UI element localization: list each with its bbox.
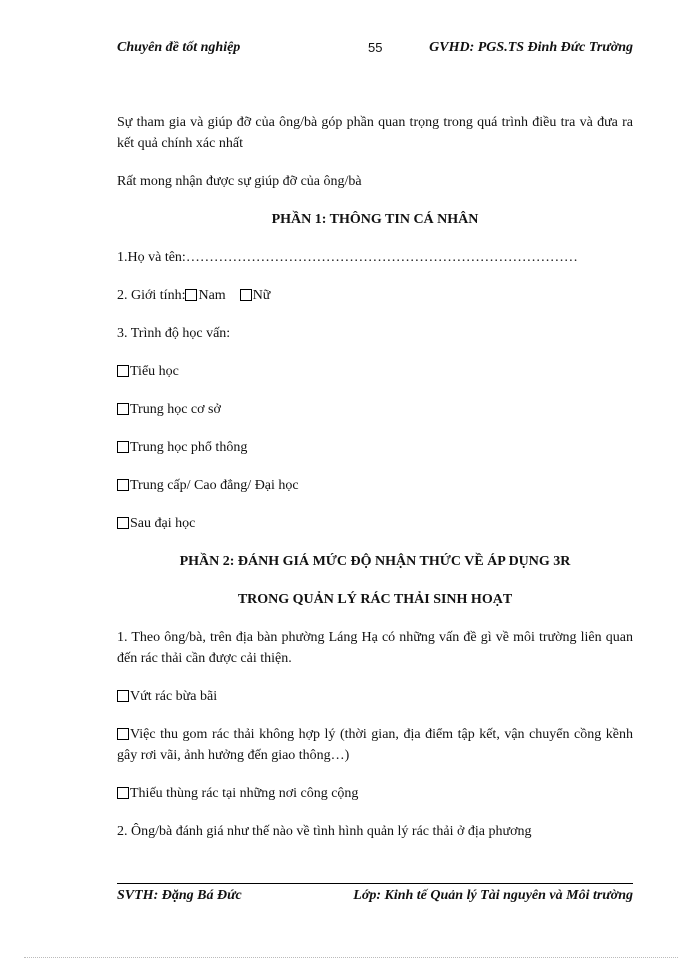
footer-student: SVTH: Đặng Bá Đức <box>117 888 242 903</box>
q1-option <box>117 686 633 707</box>
education-option-label: Trung học cơ sở <box>130 402 221 417</box>
education-option <box>117 437 633 458</box>
request-line: Rất mong nhận được sự giúp đỡ của ông/bà <box>117 174 362 189</box>
education-option-checkbox[interactable] <box>117 365 129 377</box>
header-thesis-title: Chuyên đề tốt nghiệp <box>117 40 241 55</box>
intro-paragraph: Sự tham gia và giúp đỡ của ông/bà góp phần quan trọng trong quá trình điều tra và đưa ra kết quả chính xác nhất <box>117 115 633 151</box>
gender-female-checkbox[interactable] <box>240 289 252 301</box>
part2-title-line1: PHẦN 2: ĐÁNH GIÁ MỨC ĐỘ NHẬN THỨC VỀ ÁP DỤNG 3R <box>179 554 571 569</box>
education-option-checkbox[interactable] <box>117 441 129 453</box>
education-option-label: Tiểu học <box>130 364 179 379</box>
question-education: 3. Trình độ học vấn: <box>117 326 231 341</box>
q1-option-label: Thiếu thùng rác tại những nơi công cộng <box>130 786 359 801</box>
education-option <box>117 361 633 382</box>
page-header <box>117 40 633 62</box>
q1-option-checkbox[interactable] <box>117 728 129 740</box>
question-gender <box>117 285 633 306</box>
q1-option-label: Vứt rác bừa bãi <box>130 689 218 704</box>
education-option-checkbox[interactable] <box>117 403 129 415</box>
header-advisor: GVHD: PGS.TS Đinh Đức Trường <box>429 40 633 55</box>
page-number: 55 <box>368 40 383 55</box>
q1-option <box>117 783 633 804</box>
q1-option <box>117 724 633 766</box>
page-bottom-border <box>24 957 678 958</box>
gender-female-label: Nữ <box>252 288 271 303</box>
question-2: 2. Ông/bà đánh giá như thế nào về tình hình quản lý rác thải ở địa phương <box>117 824 532 839</box>
page-footer <box>117 883 633 907</box>
education-option-label: Sau đại học <box>130 516 196 531</box>
footer-class: Lớp: Kinh tế Quản lý Tài nguyên và Môi trường <box>353 888 633 903</box>
question-name: 1.Họ và tên:………………………………………………………………………… <box>117 250 578 265</box>
part1-title: PHẦN 1: THÔNG TIN CÁ NHÂN <box>271 212 479 227</box>
part2-title-line2: TRONG QUẢN LÝ RÁC THẢI SINH HOẠT <box>237 592 513 607</box>
gender-male-label: Nam <box>198 288 226 303</box>
question-1: 1. Theo ông/bà, trên địa bàn phường Láng Hạ có những vấn đề gì về môi trường liên quan đến rác thải cần được cải thiện. <box>117 630 633 666</box>
education-option-label: Trung học phổ thông <box>130 440 248 455</box>
gender-label: 2. Giới tính: <box>117 288 186 303</box>
education-option <box>117 513 633 534</box>
education-option <box>117 399 633 420</box>
gender-male-checkbox[interactable] <box>185 289 197 301</box>
education-option-checkbox[interactable] <box>117 517 129 529</box>
education-option-checkbox[interactable] <box>117 479 129 491</box>
education-option-label: Trung cấp/ Cao đẳng/ Đại học <box>130 478 299 493</box>
q1-option-checkbox[interactable] <box>117 787 129 799</box>
education-option <box>117 475 633 496</box>
page-content <box>117 112 633 842</box>
q1-option-checkbox[interactable] <box>117 690 129 702</box>
q1-option-label: Việc thu gom rác thải không hợp lý (thời gian, địa điểm tập kết, vận chuyển cồng kềnh gây rơi vãi, ảnh hưởng đến giao thông…) <box>117 727 633 763</box>
